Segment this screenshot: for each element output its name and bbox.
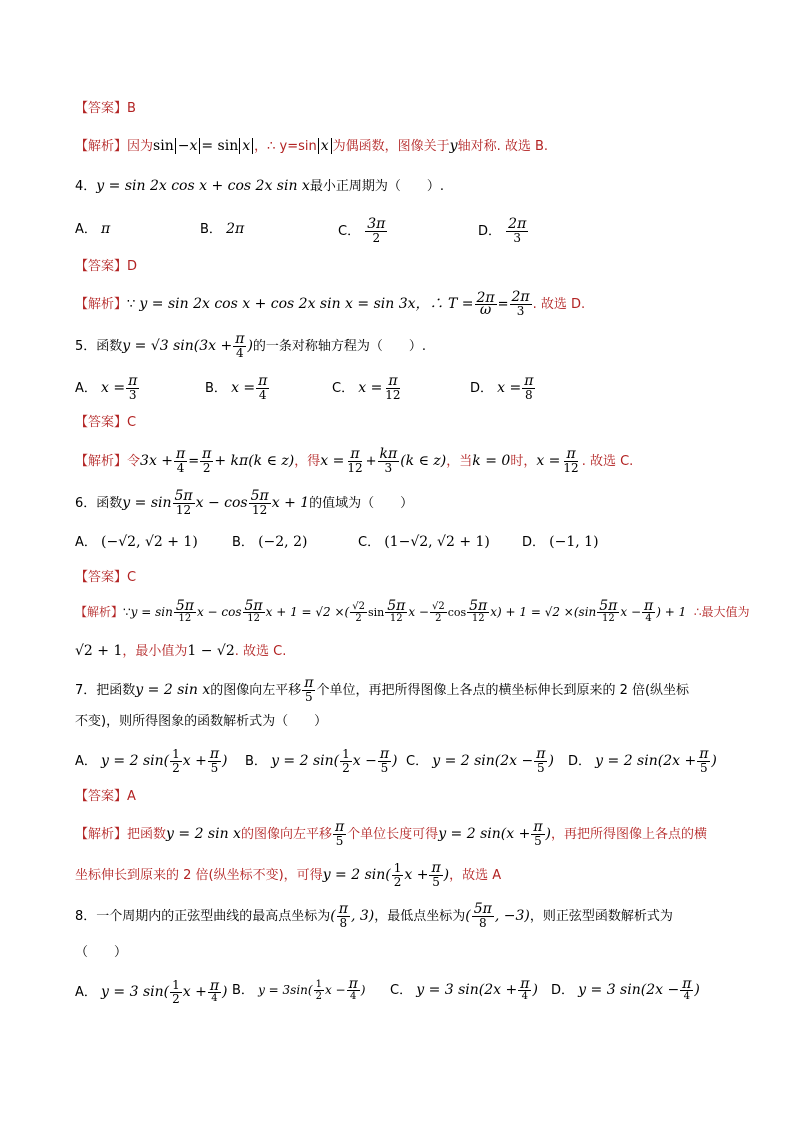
q7-analysis: 【解析】把函数y = 2 sin x的图像向左平移 $\frac{\pi}{5}$ 个单位长度可得y = 2 sin(x + $\frac{\pi}{5}$ )，再把所得图像上各点的横 — [75, 819, 707, 848]
q4-answer: 【答案】D — [75, 259, 138, 274]
q7-stem-line2: 不变)，则所得图象的函数解析式为（ ） — [75, 714, 328, 729]
q8-option-d: D． y = 3 sin(2x − $\frac{\pi}{4}$ ) — [551, 976, 700, 1002]
q7-option-d: D． y = 2 sin(2x + $\frac{\pi}{5}$ ) — [568, 746, 717, 775]
q5-option-d: D． x = $\frac{\pi}{8}$ — [470, 373, 534, 402]
q4-option-c: C． $\frac{3\pi}{2}$ — [338, 216, 386, 245]
q6-analysis-line2: √2 + 1，最小值为1 − √2. 故选 C. — [75, 643, 287, 659]
q7-option-c: C． y = 2 sin(2x − $\frac{\pi}{5}$ ) — [406, 746, 554, 775]
q7-option-b: B． y = 2 sin( $\frac{1}{2}$ x − $\frac{\pi}{5}$ ) — [245, 746, 398, 775]
q5-option-a: A． x = $\frac{\pi}{3}$ — [75, 373, 138, 402]
q6-analysis: 【解析】∵y = sin $\frac{5\pi}{12}$ x − cos $\frac{5\pi}{12}$ x + 1 = √2 ×( $\frac{√2}{2}$ sin $\frac{5\pi}{12}$ x − $\frac{√2}{2}$ cos $\frac{5\pi}{12}$ x) + 1 = √2 ×(sin $\frac{5\pi}{12}$ x − $\frac{\pi}{4}$ ) + 1 ∴最大值为 — [75, 598, 750, 624]
q6-option-d: D． (−1, 1) — [522, 534, 599, 550]
q8-option-c: C． y = 3 sin(2x + $\frac{\pi}{4}$ ) — [390, 976, 538, 1002]
q7-analysis-line2: 坐标伸长到原来的 2 倍(纵坐标不变)，可得y = 2 sin( $\frac{1}{2}$ x + $\frac{\pi}{5}$ )，故选 A — [75, 860, 502, 889]
q7-stem: 7．把函数y = 2 sin x的图像向左平移 $\frac{\pi}{5}$ 个单位，再把所得图像上各点的横坐标伸长到原来的 2 倍(纵坐标 — [75, 675, 690, 704]
q5-option-c: C． x = $\frac{\pi}{12}$ — [332, 373, 401, 402]
q3-answer — [75, 98, 136, 120]
q6-stem: 6．函数y = sin $\frac{5\pi}{12}$ x − cos $\frac{5\pi}{12}$ x + 1的值域为（ ） — [75, 488, 414, 517]
q8-stem-line2: （ ） — [75, 945, 128, 960]
q8-stem: 8．一个周期内的正弦型曲线的最高点坐标为( $\frac{\pi}{8}$ , 3)，最低点坐标为( $\frac{5\pi}{8}$ , −3)，则正弦型函数解析式为 — [75, 901, 673, 930]
q5-answer: 【答案】C — [75, 415, 137, 430]
q4-stem: 4．y = sin 2x cos x + cos 2x sin x最小正周期为（ ）. — [75, 178, 444, 194]
q3-analysis: 【解析】因为sin −x = sin x ，∴ y=sin x 为偶函数，图像关于y轴对称. 故选 B. — [75, 138, 549, 154]
q4-analysis: 【解析】∵ y = sin 2x cos x + cos 2x sin x = sin 3x，∴ T = $\frac{2\pi}{\omega}$ = $\frac{2\pi}{3}$ . 故选 D. — [75, 289, 586, 318]
q7-answer: 【答案】A — [75, 789, 136, 804]
q5-option-b: B． x = $\frac{\pi}{4}$ — [205, 373, 268, 402]
q6-option-b: B． (−2, 2) — [232, 534, 308, 550]
answer-tag: 【答案】 — [75, 101, 128, 116]
q4-option-b: B． 2π — [200, 221, 245, 237]
q6-option-a: A． (−√2, √2 + 1) — [75, 534, 198, 550]
q5-analysis: 【解析】令3x + $\frac{\pi}{4}$ = $\frac{\pi}{2}$ + kπ(k ∈ z)，得x = $\frac{\pi}{12}$ + $\frac{k\pi}{3}$ (k ∈ z)，当k = 0时，x = $\frac{\pi}{12}$ . 故选 C. — [75, 446, 634, 475]
q5-stem: 5．函数y = √3 sin(3x + $\frac{\pi}{4}$ )的一条对称轴方程为（ ）. — [75, 331, 427, 360]
q6-answer: 【答案】C — [75, 570, 137, 585]
q8-option-a: A． y = 3 sin( $\frac{1}{2}$ x + $\frac{\pi}{4}$ ) — [75, 978, 228, 1006]
q6-option-c: C． (1−√2, √2 + 1) — [358, 534, 490, 550]
q8-option-b: B． y = 3sin( $\frac{1}{2}$ x − $\frac{\pi}{4}$ ) — [232, 976, 366, 1002]
answer-value: B — [127, 101, 136, 116]
q4-option-a: A． π — [75, 221, 111, 237]
analysis-tag: 【解析】 — [75, 139, 128, 154]
q4-option-d: D． $\frac{2\pi}{3}$ — [478, 216, 527, 245]
q7-option-a: A． y = 2 sin( $\frac{1}{2}$ x + $\frac{\pi}{5}$ ) — [75, 746, 228, 775]
